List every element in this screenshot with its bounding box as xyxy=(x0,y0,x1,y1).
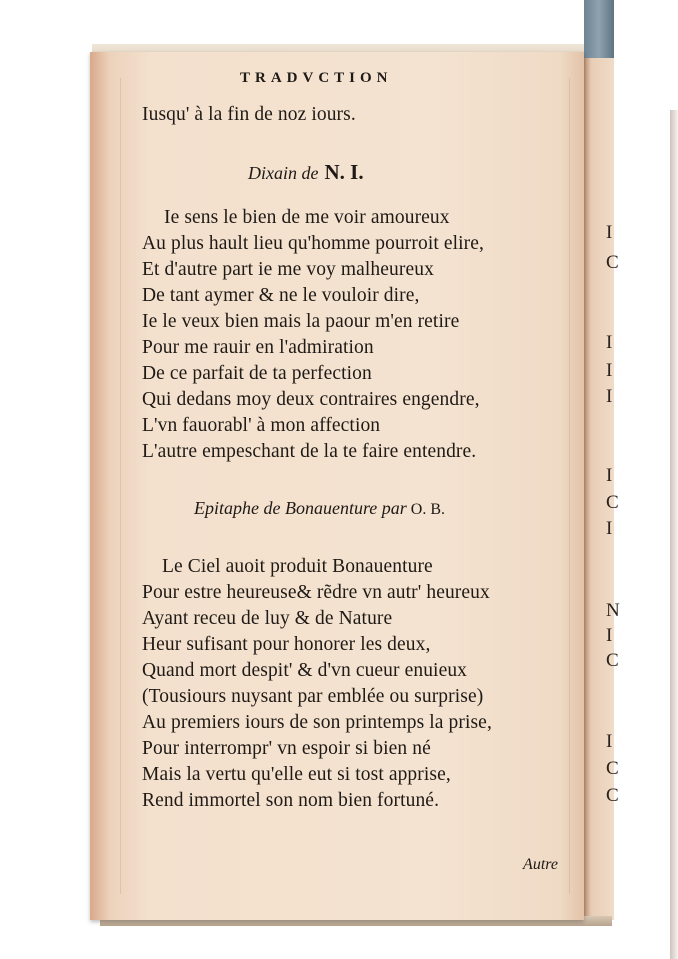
dixain-line-7: De ce parfait de ta perfection xyxy=(142,363,372,384)
next-page-letter: I xyxy=(606,332,613,353)
epitaphe-line-1: Le Ciel auoit produit Bonauenture xyxy=(162,556,433,577)
next-page-letter: I xyxy=(606,386,613,407)
next-page-letter: C xyxy=(606,650,619,671)
next-page-letter: C xyxy=(606,785,619,806)
dixain-line-5: Ie le veux bien mais la paour m'en retire xyxy=(142,311,460,332)
epitaphe-line-6: (Tousiours nuysant par emblée ou surprise) xyxy=(142,686,484,707)
dixain-line-9: L'vn fauorabl' à mon affection xyxy=(142,415,381,436)
spine-shadow xyxy=(670,110,678,959)
dixain-title-text: Dixain de xyxy=(248,163,319,183)
dixain-line-2: Au plus hault lieu qu'homme pourroit elire, xyxy=(142,233,484,254)
dixain-line-6: Pour me rauir en l'admiration xyxy=(142,337,374,358)
epitaphe-line-9: Mais la vertu qu'elle eut si tost apprise, xyxy=(142,764,451,785)
epitaphe-author: O. B. xyxy=(410,501,446,518)
epitaphe-title xyxy=(194,498,445,519)
dixain-line-1: Ie sens le bien de me voir amoureux xyxy=(164,207,450,228)
next-page-letter: C xyxy=(606,758,619,779)
book-page xyxy=(90,52,584,920)
next-page-letter: I xyxy=(606,518,613,539)
running-head: TRADVCTION xyxy=(240,70,393,86)
epitaphe-line-7: Au premiers iours de son printemps la prise, xyxy=(142,712,492,733)
catchword: Autre xyxy=(523,856,558,873)
dixain-line-4: De tant aymer & ne le vouloir dire, xyxy=(142,285,420,306)
epitaphe-line-10: Rend immortel son nom bien fortuné. xyxy=(142,790,440,811)
next-page-letter: I xyxy=(606,222,613,243)
dixain-line-3: Et d'autre part ie me voy malheureux xyxy=(142,259,434,280)
next-page-letter: C xyxy=(606,492,619,513)
next-page-letter: N xyxy=(606,600,620,621)
next-page-letter: I xyxy=(606,465,613,486)
dixain-line-8: Qui dedans moy deux contraires engendre, xyxy=(142,389,480,410)
next-page-letter: C xyxy=(606,252,619,273)
next-page-letter: I xyxy=(606,360,613,381)
next-page-letter: I xyxy=(606,731,613,752)
epitaphe-line-4: Heur sufisant pour honorer les deux, xyxy=(142,634,431,655)
epitaphe-line-2: Pour estre heureuse& rẽdre vn autr' heureux xyxy=(142,582,490,603)
epitaphe-line-5: Quand mort despit' & d'vn cueur enuieux xyxy=(142,660,468,681)
dixain-line-10: L'autre empeschant de la te faire entendre. xyxy=(142,441,477,462)
epitaphe-title-text: Epitaphe de Bonauenture par xyxy=(194,498,407,518)
dixain-author: N. I. xyxy=(324,160,364,184)
first-line: Iusqu' à la fin de noz iours. xyxy=(142,104,356,125)
epitaphe-line-3: Ayant receu de luy & de Nature xyxy=(142,608,393,629)
page-text xyxy=(90,52,584,920)
dixain-title xyxy=(248,160,364,185)
epitaphe-line-8: Pour interrompr' vn espoir si bien né xyxy=(142,738,431,759)
next-page-letter: I xyxy=(606,625,613,646)
